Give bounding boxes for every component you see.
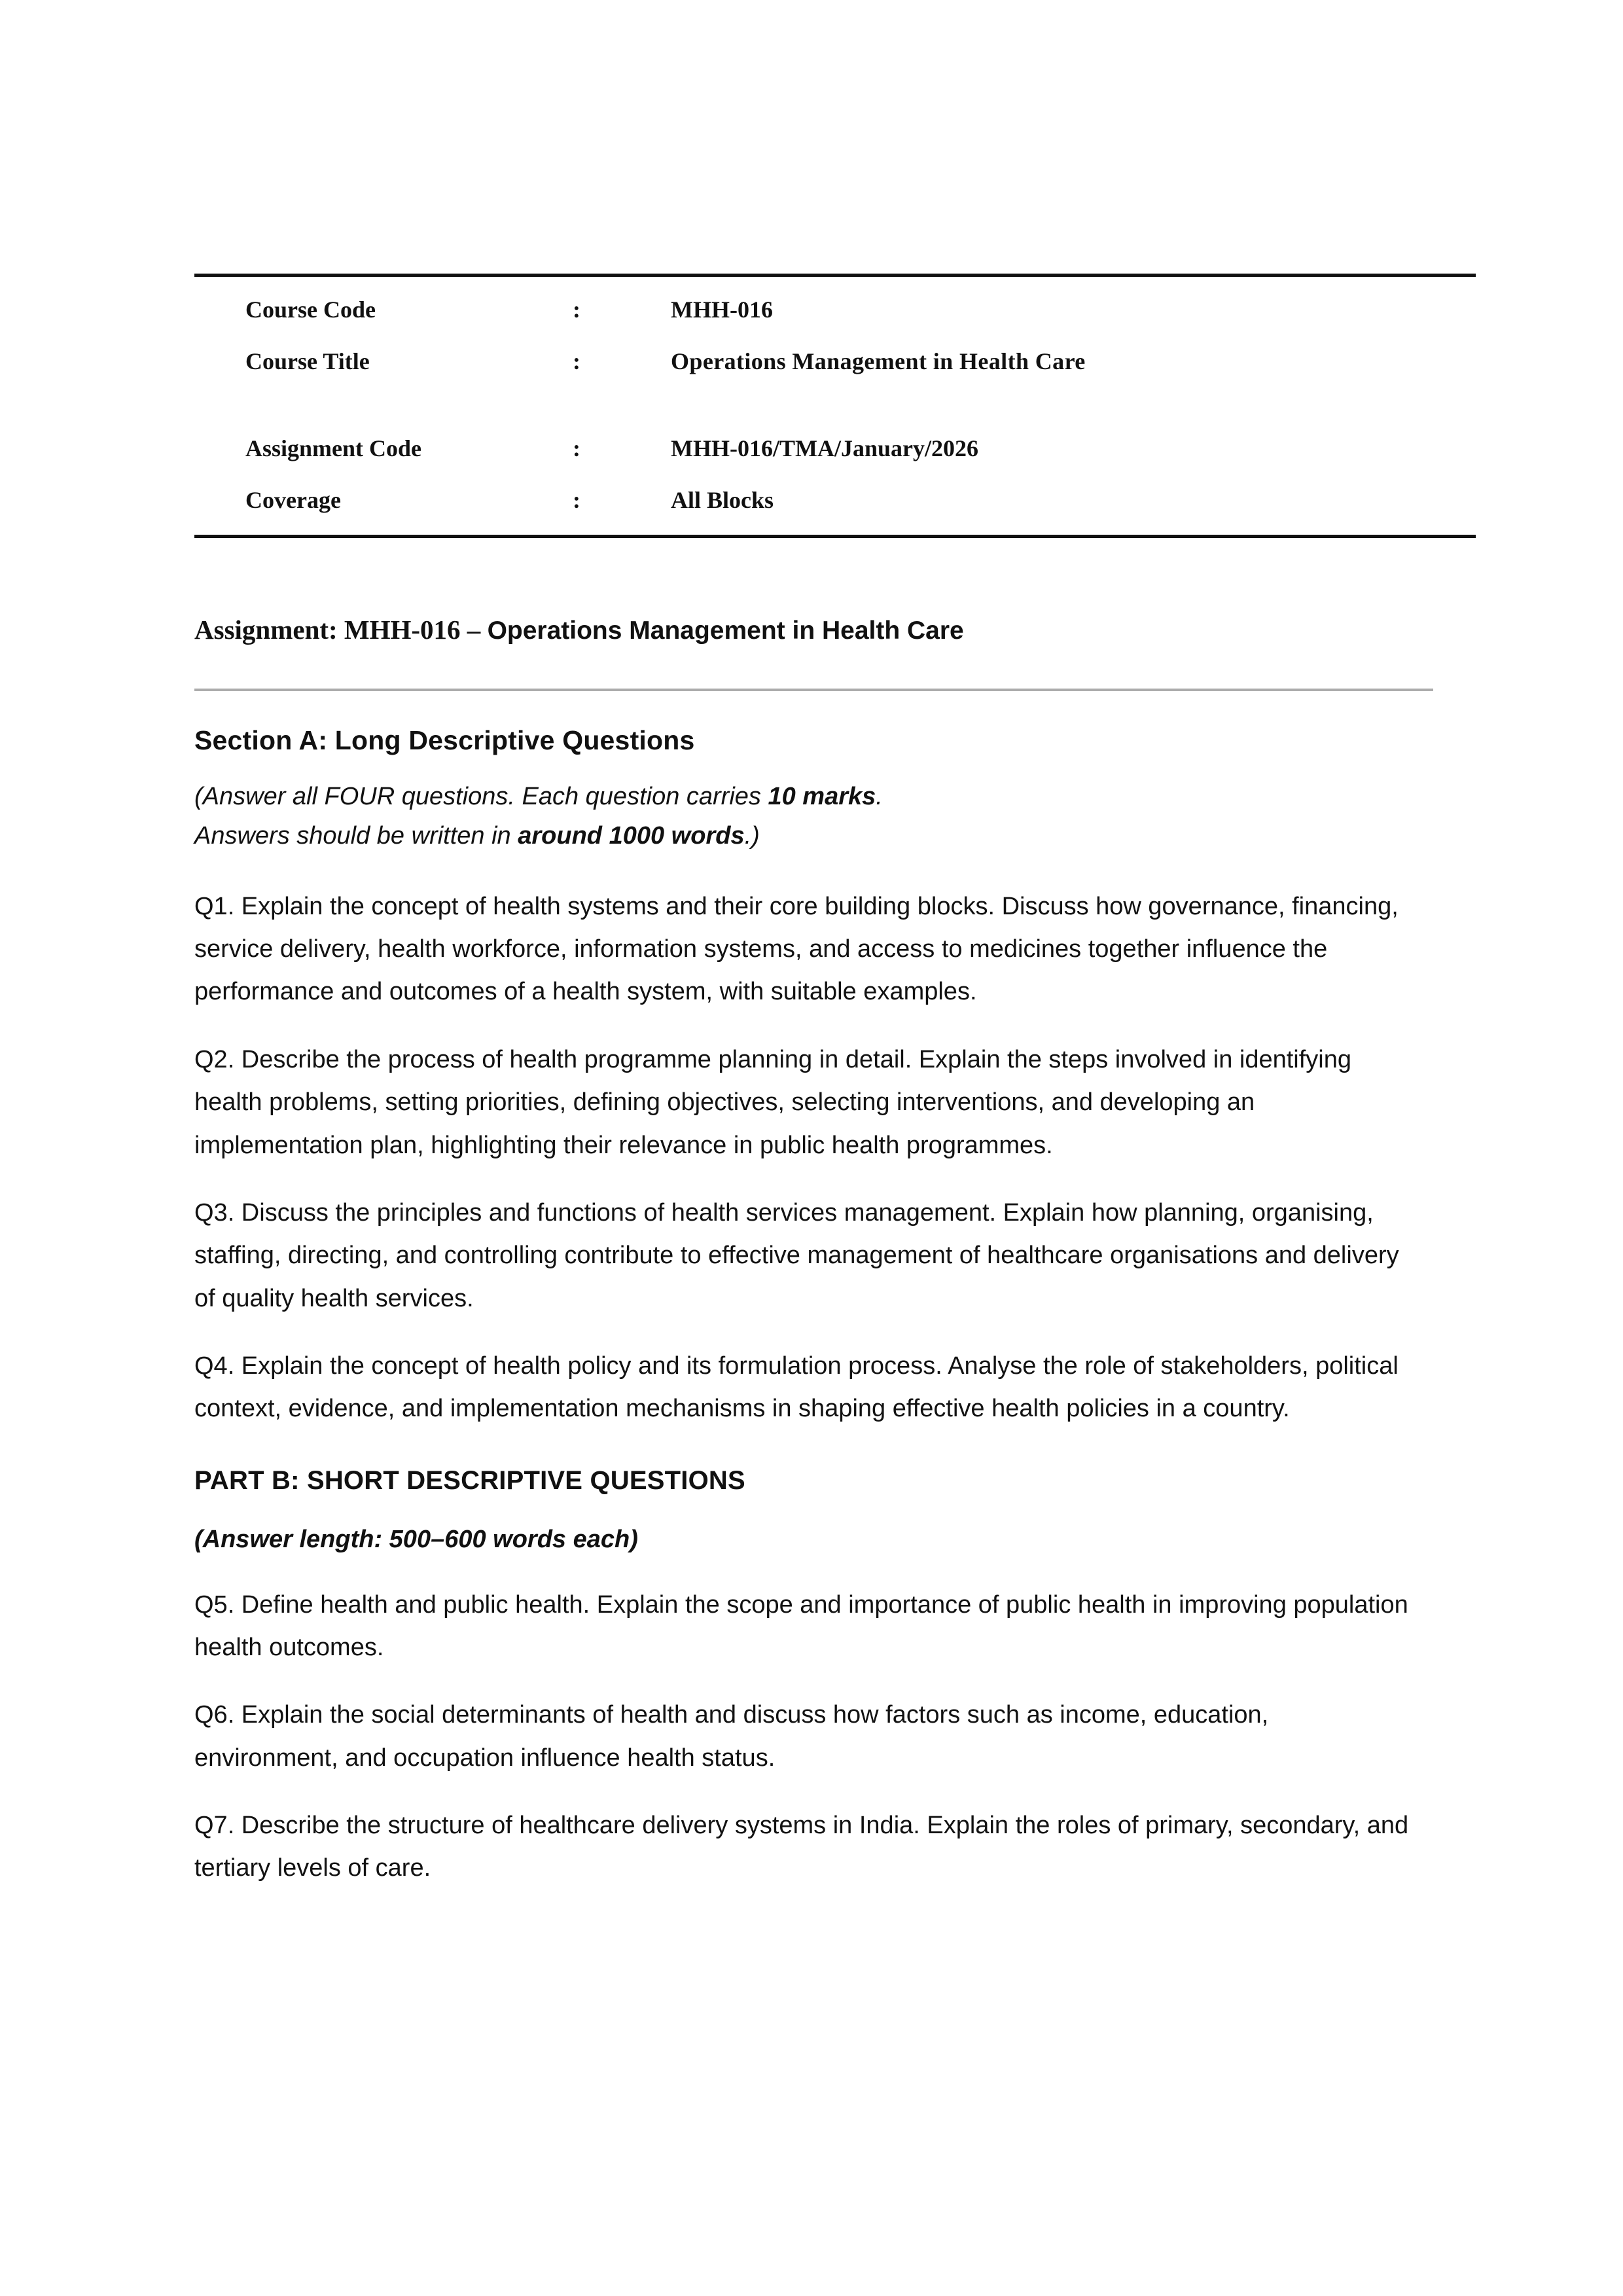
table-row [194,486,1476,537]
instruction-line1-pre: (Answer all FOUR questions. Each question carries [194,782,768,810]
part-b-instruction: (Answer length: 500–600 words each) [194,1525,638,1553]
part-b-heading: PART B: SHORT DESCRIPTIVE QUESTIONS [194,1465,745,1495]
meta-colon: : [573,296,580,323]
assignment-title [194,613,1412,648]
instruction-marks: 10 marks [768,782,876,810]
instruction-line2-post: .) [744,821,760,850]
meta-label-coverage: Coverage [245,487,341,513]
meta-label-course-code: Course Code [245,296,376,323]
page-content [194,0,1412,1890]
assignment-title-sans: Operations Management in Health Care [487,617,964,645]
question-q3: Q3. Discuss the principles and functions of health services management. Explain how planning, organising, staffing, directing, and controlling contribute to effective management of healthcare organisations and delivery of quality health services. [194,1198,1399,1312]
meta-value-course-title: Operations Management in Health Care [671,348,1086,374]
meta-label-assignment-code: Assignment Code [245,435,422,461]
question-q7: Q7. Describe the structure of healthcare delivery systems in India. Explain the roles of primary, secondary, and tertiary levels of care. [194,1812,1409,1882]
instruction-wordcount: around 1000 words [518,821,745,850]
meta-label-course-title: Course Title [245,348,370,374]
meta-colon: : [573,348,580,374]
question-q5: Q5. Define health and public health. Explain the scope and importance of public health in improving population health outcomes. [194,1590,1408,1661]
meta-value-assignment-code: MHH-016/TMA/January/2026 [671,435,978,461]
meta-colon: : [573,435,580,461]
question-q1: Q1. Explain the concept of health systems and their core building blocks. Discuss how governance, financing, service delivery, health workforce, information systems, and access to medicines together influence the performance and outcomes of a health system, with suitable examples. [194,892,1399,1006]
question-q6: Q6. Explain the social determinants of health and discuss how factors such as income, education, environment, and occupation influence health status. [194,1701,1269,1772]
horizontal-divider [194,689,1433,691]
section-a-heading: Section A: Long Descriptive Questions [194,725,695,755]
question-q4: Q4. Explain the concept of health policy and its formulation process. Analyse the role of stakeholders, political context, evidence, and implementation mechanisms in shaping effective health policies in a country. [194,1352,1399,1423]
course-meta-table [194,274,1476,538]
table-row [194,276,1476,348]
meta-value-coverage: All Blocks [671,487,774,513]
table-row [194,434,1476,486]
question-q2: Q2. Describe the process of health programme planning in detail. Explain the steps involved in identifying health problems, setting priorities, defining objectives, selecting interventions, and developing an implementation plan, highlighting their relevance in public health programmes. [194,1045,1352,1159]
assignment-title-serif: Assignment: MHH-016 – [194,615,488,645]
instruction-line2-pre: Answers should be written in [194,821,518,850]
meta-colon: : [573,487,580,513]
table-row [194,347,1476,434]
meta-value-course-code: MHH-016 [671,296,773,323]
section-a-instruction [194,777,1412,855]
instruction-line1-post: . [876,782,883,810]
